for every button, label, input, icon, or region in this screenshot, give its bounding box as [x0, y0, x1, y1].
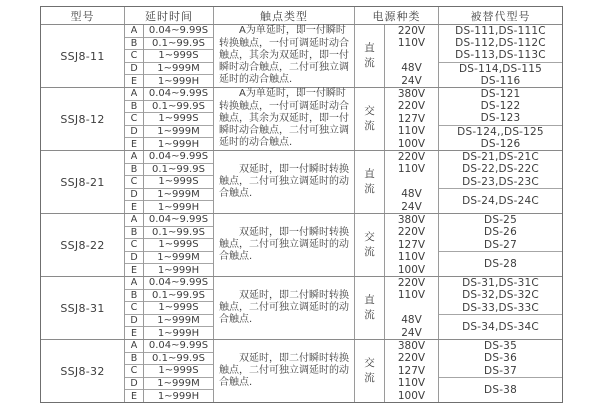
table-header-row	[41, 7, 562, 25]
delay-time-column	[144, 277, 214, 339]
power-type-cell	[355, 25, 385, 87]
delay-value: 0.1~99.9S	[144, 353, 213, 366]
variant-letter: E	[130, 75, 137, 87]
voltage-value: 127V	[397, 364, 426, 377]
variant-letter: B	[125, 164, 143, 177]
delay-value: 0.04~9.99S	[144, 151, 213, 164]
delay-value: 1~999M	[144, 378, 213, 391]
power-type-label: 交流	[364, 357, 375, 384]
voltage-value: 110V	[397, 163, 426, 176]
voltage-value: 380V	[397, 340, 426, 353]
power-type-cell	[355, 340, 385, 402]
voltage-list	[385, 214, 439, 276]
replaced-model: DS-112,DS-112C	[455, 37, 546, 50]
variant-letter: E	[130, 264, 137, 276]
delay-value: 0.04~9.99S	[144, 214, 213, 227]
replaced-model: DS-31,DS-31C	[462, 277, 539, 290]
contact-type-text: A为单延时，即一付瞬时转换触点，一付可调延时动合触点，其余为双延时，即一付瞬时动合触点，二付可独立调延时的动合触点.	[219, 88, 349, 149]
variant-letter: B	[125, 353, 143, 366]
model-cell: SSJ8-12	[41, 88, 125, 150]
delay-value: 1~999H	[157, 327, 200, 339]
replaced-model: DS-28	[484, 257, 517, 270]
replaced-models-column	[439, 88, 562, 150]
replaced-models-column	[439, 277, 562, 339]
model-block	[41, 340, 562, 402]
model-cell: SSJ8-31	[41, 277, 125, 339]
delay-value: 0.1~99.9S	[144, 290, 213, 303]
replaced-model: DS-34,DS-34C	[462, 320, 539, 333]
replaced-model: DS-25	[484, 214, 517, 227]
replaced-model: DS-35	[484, 340, 517, 353]
variant-letter: A	[125, 88, 143, 101]
voltage-value: 110V	[397, 377, 426, 390]
voltage-value: 110V	[397, 289, 426, 302]
voltage-value: 48V	[401, 188, 422, 201]
variant-letter: C	[125, 50, 143, 63]
replaced-model: DS-27	[484, 238, 517, 251]
replaced-model: DS-37	[484, 364, 517, 377]
variant-letter: A	[125, 214, 143, 227]
replaced-model: DS-33,DS-33C	[462, 301, 539, 314]
delay-value: 1~999S	[144, 113, 213, 126]
replaced-model: DS-123	[480, 112, 521, 125]
delay-value: 1~999S	[144, 365, 213, 378]
replaced-models-column	[439, 340, 562, 402]
header-model: 型号	[41, 7, 125, 24]
replaced-models-bottom	[439, 315, 562, 339]
voltage-value: 380V	[397, 214, 426, 227]
delay-value: 1~999H	[157, 201, 200, 213]
variant-letter: D	[125, 126, 143, 139]
variant-letter: B	[125, 101, 143, 114]
voltage-list	[385, 340, 439, 402]
model-cell: SSJ8-11	[41, 25, 125, 87]
voltage-value: 110V	[397, 37, 426, 50]
variant-letter-column	[125, 88, 144, 150]
replaced-models-bottom	[439, 378, 562, 402]
contact-type-cell	[214, 340, 355, 402]
voltage-value: 220V	[397, 100, 426, 113]
model-cell: SSJ8-22	[41, 214, 125, 276]
replaced-models-column	[439, 214, 562, 276]
delay-time-column	[144, 151, 214, 213]
variant-letter: E	[130, 138, 137, 150]
voltage-list	[385, 88, 439, 150]
delay-value: 1~999M	[144, 252, 213, 265]
variant-letter: B	[125, 290, 143, 303]
replaced-model: DS-124,,DS-125	[457, 125, 544, 138]
voltage-list	[385, 151, 439, 213]
voltage-value: 220V	[397, 25, 426, 38]
voltage-value: 220V	[397, 277, 426, 290]
replaced-models-top	[439, 340, 562, 378]
contact-type-text: A为单延时，即一付瞬时转换触点，一付可调延时动合触点，其余为双延时，即一付瞬时动合触点，二付可独立调延时的动合触点.	[219, 25, 349, 86]
contact-type-cell	[214, 277, 355, 339]
variant-letter: A	[125, 151, 143, 164]
variant-letter: E	[130, 390, 137, 402]
contact-type-text: 双延时，即一付瞬时转换触点，二付可独立调延时的动合触点.	[219, 163, 349, 200]
variant-letter: C	[125, 365, 143, 378]
replaced-models-bottom	[439, 189, 562, 213]
header-contact-type: 触点类型	[214, 7, 355, 24]
delay-time-column	[144, 214, 214, 276]
replaced-model: DS-32,DS-32C	[462, 289, 539, 302]
replaced-model: DS-116	[480, 74, 521, 87]
replaced-models-top	[439, 214, 562, 252]
voltage-value: 100V	[397, 389, 426, 402]
model-block	[41, 151, 562, 214]
contact-type-cell	[214, 25, 355, 87]
replaced-model: DS-21,DS-21C	[462, 151, 539, 164]
replaced-models-top	[439, 25, 562, 63]
delay-value: 0.04~9.99S	[144, 340, 213, 353]
replaced-model: DS-36	[484, 352, 517, 365]
voltage-value: 100V	[397, 263, 426, 276]
delay-value: 1~999H	[157, 390, 200, 402]
variant-letter: D	[125, 252, 143, 265]
contact-type-cell	[214, 88, 355, 150]
variant-letter-column	[125, 214, 144, 276]
delay-value: 1~999H	[157, 138, 200, 150]
variant-letter: A	[125, 25, 143, 38]
model-cell: SSJ8-32	[41, 340, 125, 402]
header-replaced-models: 被替代型号	[470, 9, 531, 23]
voltage-value: 380V	[397, 88, 426, 101]
power-type-label: 交流	[364, 231, 375, 258]
voltage-value: 127V	[397, 238, 426, 251]
model-block	[41, 214, 562, 277]
contact-type-cell	[214, 151, 355, 213]
delay-value: 1~999S	[144, 50, 213, 63]
delay-value: 1~999H	[157, 264, 200, 276]
replaced-models-column	[439, 151, 562, 213]
variant-letter: B	[125, 38, 143, 51]
power-type-cell	[355, 214, 385, 276]
replaced-model: DS-38	[484, 383, 517, 396]
delay-value: 0.1~99.9S	[144, 227, 213, 240]
voltage-list	[385, 25, 439, 87]
replaced-model: DS-113,DS-113C	[455, 49, 546, 62]
variant-letter-column	[125, 277, 144, 339]
voltage-value: 100V	[397, 137, 426, 150]
delay-value: 0.04~9.99S	[144, 25, 213, 38]
delay-value: 1~999M	[144, 189, 213, 202]
replaced-models-bottom	[439, 63, 562, 87]
power-type-label: 直流	[364, 294, 375, 321]
variant-letter: D	[125, 189, 143, 202]
relay-spec-table	[40, 6, 563, 403]
power-type-label: 交流	[364, 105, 375, 132]
voltage-value: 220V	[397, 352, 426, 365]
model-block	[41, 88, 562, 151]
replaced-model: DS-26	[484, 226, 517, 239]
delay-time-column	[144, 340, 214, 402]
contact-type-cell	[214, 214, 355, 276]
delay-value: 0.04~9.99S	[144, 277, 213, 290]
delay-value: 0.1~99.9S	[144, 38, 213, 51]
variant-letter: C	[125, 113, 143, 126]
delay-value: 1~999M	[144, 126, 213, 139]
replaced-model: DS-111,DS-111C	[455, 25, 546, 37]
replaced-models-column	[439, 25, 562, 87]
delay-value: 1~999M	[144, 315, 213, 328]
voltage-value: 110V	[397, 125, 426, 138]
variant-letter: D	[125, 315, 143, 328]
voltage-value: 24V	[401, 74, 422, 87]
table-body	[41, 25, 562, 402]
replaced-models-top	[439, 151, 562, 189]
variant-letter: D	[125, 378, 143, 391]
variant-letter: D	[125, 63, 143, 76]
delay-value: 1~999S	[144, 176, 213, 189]
voltage-value: 24V	[401, 326, 422, 339]
voltage-list	[385, 277, 439, 339]
contact-type-text: 双延时，即二付瞬时转换触点，二付可独立调延时的动合触点.	[219, 352, 349, 389]
model-cell: SSJ8-21	[41, 151, 125, 213]
voltage-value: 220V	[397, 151, 426, 164]
replaced-model: DS-22,DS-22C	[462, 163, 539, 176]
voltage-value: 220V	[397, 226, 426, 239]
replaced-models-bottom	[439, 252, 562, 276]
power-type-cell	[355, 151, 385, 213]
delay-value: 0.1~99.9S	[144, 164, 213, 177]
delay-value: 1~999H	[157, 75, 200, 87]
model-block	[41, 25, 562, 88]
voltage-value: 48V	[401, 314, 422, 327]
variant-letter: A	[125, 277, 143, 290]
replaced-models-bottom	[439, 126, 562, 150]
header-delay-time: 延时时间	[125, 7, 214, 24]
delay-value: 0.04~9.99S	[144, 88, 213, 101]
delay-time-column	[144, 88, 214, 150]
replaced-model: DS-121	[480, 88, 521, 100]
delay-value: 1~999S	[144, 302, 213, 315]
voltage-value: 127V	[397, 112, 426, 125]
power-type-label: 直流	[364, 168, 375, 195]
replaced-model: DS-122	[480, 100, 521, 113]
replaced-models-top	[439, 88, 562, 126]
variant-letter: A	[125, 340, 143, 353]
variant-letter: C	[125, 239, 143, 252]
variant-letter: E	[130, 201, 137, 213]
replaced-model: DS-23,DS-23C	[462, 175, 539, 188]
power-type-cell	[355, 277, 385, 339]
variant-letter: E	[130, 327, 137, 339]
voltage-value: 110V	[397, 251, 426, 264]
voltage-value: 24V	[401, 200, 422, 213]
power-type-cell	[355, 88, 385, 150]
replaced-model: DS-114,DS-115	[458, 62, 543, 75]
variant-letter: C	[125, 176, 143, 189]
variant-letter: B	[125, 227, 143, 240]
replaced-model: DS-24,DS-24C	[462, 194, 539, 207]
delay-value: 1~999S	[144, 239, 213, 252]
variant-letter: C	[125, 302, 143, 315]
replaced-model: DS-126	[480, 137, 521, 150]
voltage-value: 48V	[401, 62, 422, 75]
power-type-label: 直流	[364, 42, 375, 69]
contact-type-text: 双延时，即一付瞬时转换触点，二付可独立调延时的动合触点.	[219, 226, 349, 263]
variant-letter-column	[125, 151, 144, 213]
header-power-type: 电源种类	[355, 7, 439, 24]
delay-value: 1~999M	[144, 63, 213, 76]
variant-letter-column	[125, 25, 144, 87]
delay-time-column	[144, 25, 214, 87]
contact-type-text: 双延时，即二付瞬时转换触点，二付可独立调延时的动合触点.	[219, 289, 349, 326]
replaced-models-top	[439, 277, 562, 315]
variant-letter-column	[125, 340, 144, 402]
model-block	[41, 277, 562, 340]
delay-value: 0.1~99.9S	[144, 101, 213, 114]
